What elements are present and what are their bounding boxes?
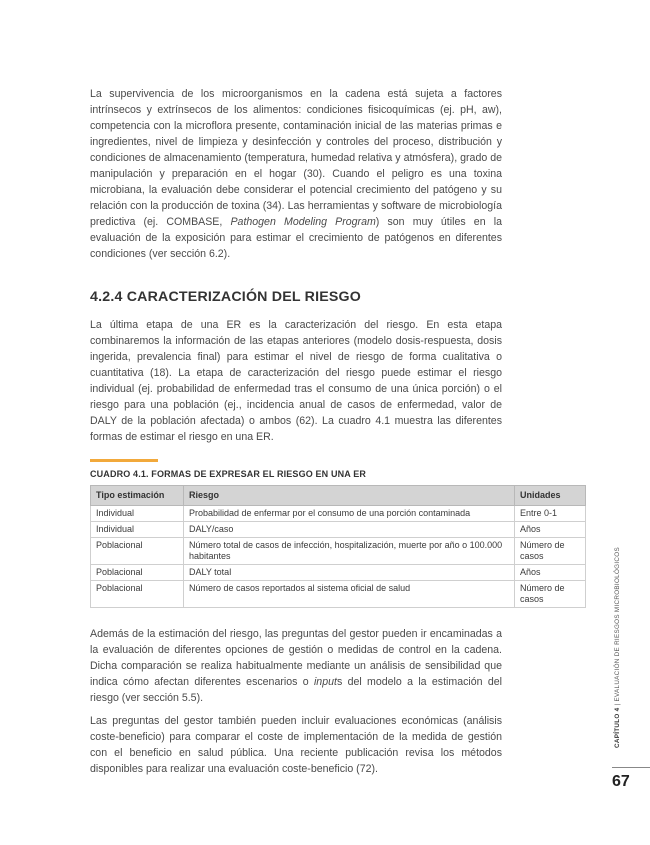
table-cell: Número de casos (515, 580, 586, 607)
table-block (90, 459, 565, 608)
table-cell: Poblacional (91, 580, 184, 607)
table-header-cell: Unidades (515, 485, 586, 505)
table-row (91, 564, 586, 580)
table-header-cell: Riesgo (184, 485, 515, 505)
table-cell: Entre 0-1 (515, 505, 586, 521)
paragraph1-italic: Pathogen Modeling Program (230, 216, 376, 229)
table-row (91, 537, 586, 564)
paragraph-risk-characterization: La última etapa de una ER es la caracterización del riesgo. En esta etapa combinaremos la información de las etapas anteriores (modelo dosis-respuesta, dosis ingerida, prevalencia final) para estimar el nivel de riesgo de forma cualitativa o cuantitativa (18). La etapa de caracterización del riesgo puede estimar el riesgo individual (ej. probabilidad de enfermedad tras el consumo de una única porción) o el riesgo para una población (ej., incidencia anual de casos de enfermedad, valor de DALY de la población afectada) o ambos (62). La cuadro 4.1 muestra las diferentes formas de estimar el riesgo en una ER. (90, 318, 502, 443)
table-cell: Número de casos (515, 537, 586, 564)
table-cell: Individual (91, 505, 184, 521)
risk-table (90, 485, 586, 608)
paragraph3-tail: s del modelo a la estimación del riesgo (ver sección 5.5). (90, 676, 502, 705)
table-row (91, 505, 586, 521)
chapter-label: CAPÍTULO 4 (614, 707, 621, 748)
paragraph1-tail: ) son muy útiles en la evaluación de la exposición para estimar el crecimiento de patógenos en diferentes condiciones (ver sección 6.2). (90, 216, 503, 261)
chapter-title: EVALUACIÓN DE RIESGOS MICROBIOLÓGICOS (614, 547, 621, 702)
chapter-separator: | (614, 703, 621, 706)
table-cell: Poblacional (91, 564, 184, 580)
table-cell: Años (515, 564, 586, 580)
table-cell: Años (515, 521, 586, 537)
paragraph-microorganism-survival (90, 86, 502, 263)
chapter-side-label (614, 547, 621, 748)
paragraph1-text: La supervivencia de los microorganismos en la cadena está sujeta a factores intrínsecos y extrínsecos de los alimentos: condiciones fisicoquímicas (ej. pH, aw), competencia con la microflora presente, contaminación inicial de las materias primas e ingredientes, nivel de limpieza y desinfección y controles del proceso, distribución y condiciones de almacenamiento (temperatura, humedad relativa y atmósfera), grado de manipulación y preparación en el hogar (30). Cuando el peligro es una toxina microbiana, la evaluación debe considerar el potencial crecimiento del patógeno y su relación con la producción de toxina (34). Las herramientas y software de microbiología predictiva (ej. COMBASE, (90, 88, 502, 229)
table-accent-rule (90, 459, 158, 462)
table-header-cell: Tipo estimación (91, 485, 184, 505)
table-cell: DALY/caso (184, 521, 515, 537)
table-header-row (91, 485, 586, 505)
table-cell: Número de casos reportados al sistema oficial de salud (184, 580, 515, 607)
section-heading: 4.2.4 CARACTERIZACIÓN DEL RIESGO (90, 288, 362, 305)
table-cell: Poblacional (91, 537, 184, 564)
table-cell: DALY total (184, 564, 515, 580)
page-number: 67 (612, 773, 630, 790)
table-row (91, 580, 586, 607)
table-cell: Probabilidad de enfermar por el consumo de una porción contaminada (184, 505, 515, 521)
table-caption: CUADRO 4.1. FORMAS DE EXPRESAR EL RIESGO EN UNA ER (90, 468, 367, 479)
table-cell: Individual (91, 521, 184, 537)
page-number-rule (612, 767, 650, 768)
table-cell: Número total de casos de infección, hospitalización, muerte por año o 100.000 habitantes (184, 537, 515, 564)
page-content (90, 86, 565, 777)
paragraph-manager-questions (90, 626, 502, 706)
paragraph3-text: Además de la estimación del riesgo, las preguntas del gestor pueden ir encaminadas a la evaluación de diferentes opciones de gestión o medidas de control en la cadena. Dicha comparación se realiza habitualmente mediante un análisis de sensibilidad que indica cómo afectan diferentes escenarios o (90, 627, 502, 689)
paragraph3-italic: input (313, 676, 337, 689)
paragraph-economic-evaluation: Las preguntas del gestor también pueden incluir evaluaciones económicas (análisis coste-beneficio) para comparar el coste de implementación de la medida de gestión con el beneficio en salud pública. Una reciente publicación revisa los métodos disponibles para realizar una evaluación coste-beneficio (72). (90, 715, 502, 776)
table-row (91, 521, 586, 537)
